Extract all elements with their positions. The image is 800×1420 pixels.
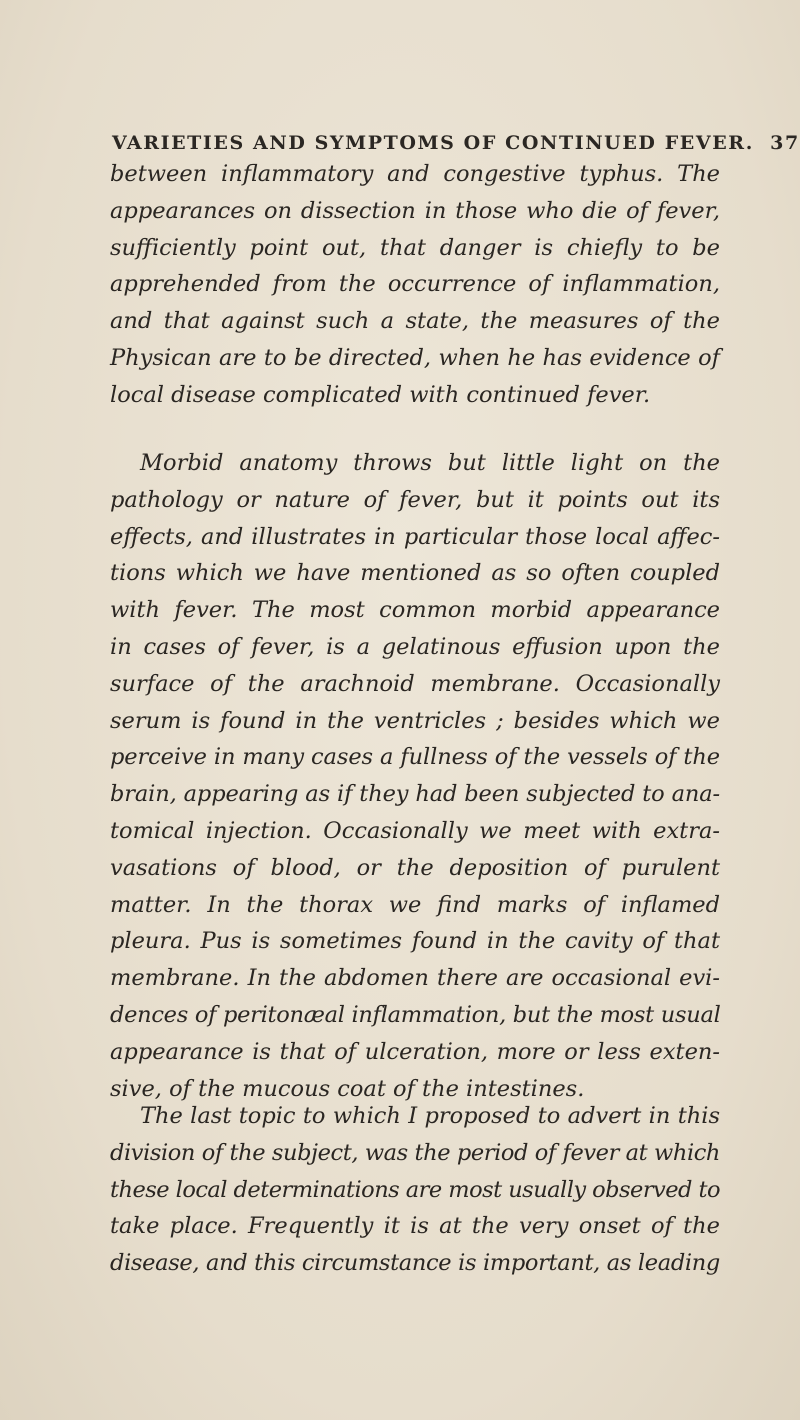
running-title: VARIETIES AND SYMPTOMS OF CONTINUED FEVER. [112, 132, 754, 154]
text-line: appearances on dissection in those who die of fever, [110, 197, 720, 224]
text-line: dences of peritonæal inflammation, but the most usual [110, 1001, 721, 1028]
page-number: 37 [770, 132, 800, 154]
text-line: disease, and this circumstance is important, as leading [110, 1250, 720, 1277]
text-line: surface of the arachnoid membrane. Occasionally [110, 670, 720, 697]
text-line: perceive in many cases a fullness of the vessels of the [110, 744, 720, 771]
text-line: local disease complicated with continued fever. [110, 381, 651, 408]
text-line: appearance is that of ulceration, more or less exten- [110, 1038, 720, 1065]
text-line: serum is found in the ventricles ; besides which we [110, 707, 720, 734]
text-line: pathology or nature of fever, but it points out its [110, 486, 720, 513]
text-line: effects, and illustrates in particular those local affec- [110, 523, 720, 550]
text-line: tomical injection. Occasionally we meet with extra- [110, 817, 720, 844]
text-line: apprehended from the occurrence of inflammation, [110, 271, 720, 298]
text-line: vasations of blood, or the deposition of purulent [110, 854, 720, 881]
text-line: The last topic to which I proposed to advert in this [140, 1103, 720, 1129]
paragraph-1 [110, 156, 720, 414]
text-line: between inflammatory and congestive typhus. The [110, 161, 720, 187]
text-line: sive, of the mucous coat of the intestines. [110, 1075, 585, 1102]
text-line: with fever. The most common morbid appearance [110, 597, 720, 624]
running-header [112, 132, 800, 154]
text-line: take place. Frequently it is at the very onset of the [110, 1213, 720, 1240]
text-line: tions which we have mentioned as so often coupled [110, 560, 720, 587]
text-line: Physican are to be directed, when he has evidence of [110, 344, 720, 371]
paragraph-3 [110, 1098, 720, 1282]
text-line: matter. In the thorax we find marks of inflamed [110, 891, 720, 918]
text-line: and that against such a state, the measures of the [110, 308, 720, 335]
text-line: brain, appearing as if they had been subjected to ana- [110, 781, 720, 808]
text-line: pleura. Pus is sometimes found in the cavity of that [110, 928, 720, 955]
text-line: in cases of fever, is a gelatinous effusion upon the [110, 633, 720, 660]
text-line: division of the subject, was the period of fever at which [110, 1139, 720, 1166]
text-line: Morbid anatomy throws but little light on the [140, 450, 720, 476]
text-line: sufficiently point out, that danger is chiefly to be [110, 234, 720, 261]
text-line: membrane. In the abdomen there are occasional evi- [110, 965, 720, 992]
text-line: these local determinations are most usually observed to [110, 1176, 720, 1203]
paragraph-2 [110, 445, 720, 1107]
